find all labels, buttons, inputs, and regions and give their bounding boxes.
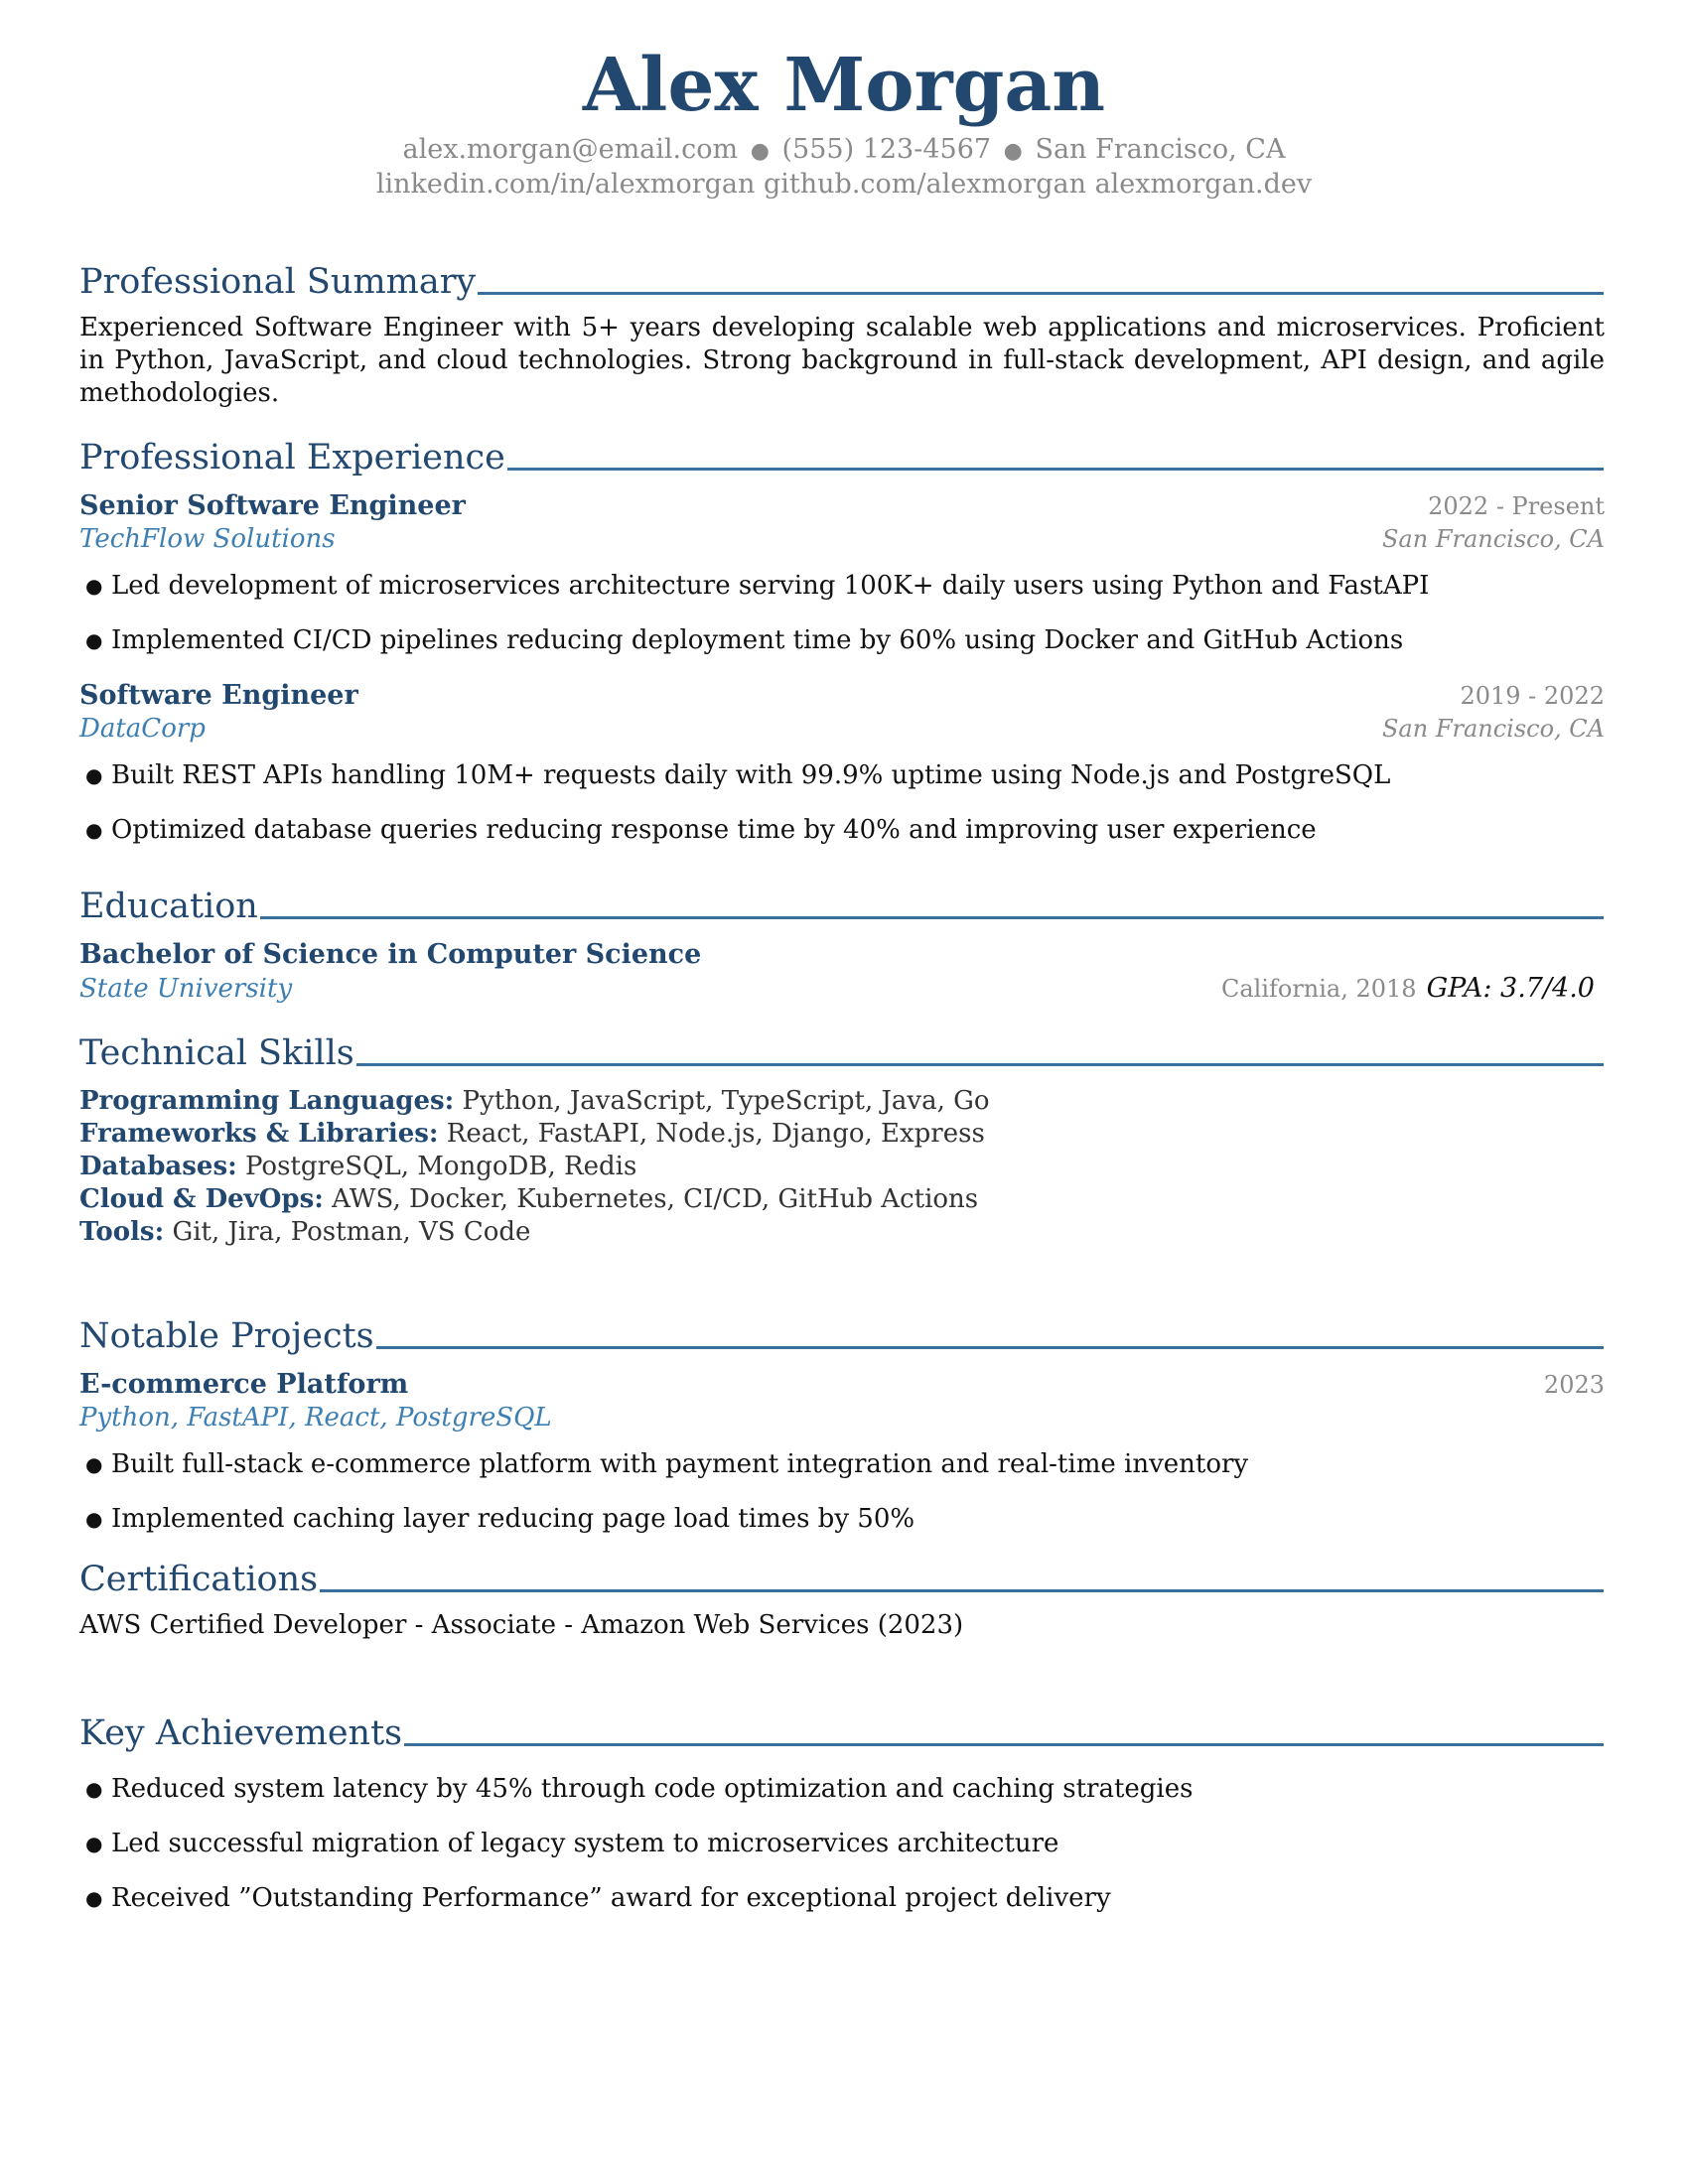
links-line [0, 168, 1688, 201]
project-header-row [79, 1368, 1605, 1402]
list-item [79, 759, 1605, 792]
certifications-section [79, 1558, 1604, 1642]
skill-label: Tools: [79, 1217, 165, 1247]
summary-section [79, 260, 1604, 410]
section-heading [79, 1558, 1604, 1601]
skill-group [79, 1085, 1604, 1118]
bullet-text: Implemented CI/CD pipelines reducing deployment time by 60% using Docker and GitHub Actions [111, 625, 1404, 655]
job-dates: 2022 - Present [1428, 492, 1605, 520]
skill-values: React, FastAPI, Node.js, Django, Express [446, 1119, 985, 1149]
section-divider [320, 1589, 1604, 1592]
skill-values: Python, JavaScript, TypeScript, Java, Go [462, 1086, 990, 1116]
section-title: Professional Experience [79, 438, 505, 478]
bullet-text: Led development of microservices architecture serving 100K+ daily users using Python and FastAPI [111, 571, 1430, 601]
project-name: E-commerce Platform [79, 1369, 409, 1400]
list-item [79, 624, 1605, 657]
bullet-text: Implemented caching layer reducing page load times by 50% [111, 1504, 915, 1534]
skills-section [79, 1031, 1604, 1249]
bullet-icon: ● [85, 1452, 103, 1476]
skill-label: Frameworks & Libraries: [79, 1119, 439, 1149]
skill-group [79, 1151, 1604, 1183]
bullet-text: Led successful migration of legacy system to microservices architecture [111, 1829, 1059, 1858]
section-heading [79, 1031, 1604, 1075]
job-org-row [79, 713, 1605, 746]
list-item [79, 1448, 1605, 1481]
skill-label: Programming Languages: [79, 1086, 455, 1116]
linkedin-link[interactable]: linkedin.com/in/alexmorgan [375, 169, 756, 200]
job-bullets [79, 759, 1605, 847]
skill-values: PostgreSQL, MongoDB, Redis [244, 1152, 637, 1181]
section-title: Notable Projects [79, 1316, 374, 1356]
bullet-separator-icon: ● [1003, 139, 1023, 164]
bullet-text: Reduced system latency by 45% through code optimization and caching strategies [111, 1774, 1194, 1804]
skill-group [79, 1183, 1604, 1216]
skill-values: AWS, Docker, Kubernetes, CI/CD, GitHub Actions [332, 1184, 979, 1214]
list-item [79, 570, 1605, 603]
skill-values: Git, Jira, Postman, VS Code [172, 1217, 531, 1247]
job-title: Senior Software Engineer [79, 490, 466, 521]
section-title: Key Achievements [79, 1713, 403, 1753]
section-title: Certifications [79, 1560, 319, 1599]
job-org-row [79, 523, 1605, 556]
school-location-year: California, 2018 [1220, 975, 1417, 1003]
resume-header [0, 42, 1688, 201]
website-link[interactable]: alexmorgan.dev [1094, 169, 1313, 200]
company-name: TechFlow Solutions [79, 524, 336, 554]
job-title: Software Engineer [79, 680, 358, 711]
job-bullets [79, 570, 1605, 657]
bullet-text: Received ”Outstanding Performance” award for exceptional project delivery [111, 1883, 1111, 1913]
education-section [79, 885, 1604, 1006]
bullet-text: Built REST APIs handling 10M+ requests daily with 99.9% uptime using Node.js and PostgreSQL [111, 760, 1391, 790]
skill-label: Cloud & DevOps: [79, 1184, 324, 1214]
school-row [79, 972, 1605, 1006]
bullet-icon: ● [85, 1777, 103, 1801]
section-divider [478, 292, 1604, 295]
job-dates: 2019 - 2022 [1460, 682, 1605, 710]
list-item [79, 1503, 1605, 1536]
achievements-section [79, 1711, 1604, 1915]
list-item [79, 814, 1605, 847]
section-heading [79, 260, 1604, 304]
resume-body [79, 260, 1604, 1937]
job-entry [79, 679, 1605, 847]
degree-name: Bachelor of Science in Computer Science [79, 939, 702, 970]
contact-line [0, 133, 1688, 168]
bullet-text: Built full-stack e-commerce platform with payment integration and real-time inventory [111, 1449, 1249, 1479]
skill-group [79, 1118, 1604, 1151]
bullet-icon: ● [85, 1886, 103, 1910]
phone-text: (555) 123-4567 [781, 134, 992, 165]
section-heading [79, 1711, 1604, 1755]
experience-section [79, 436, 1604, 847]
section-divider [376, 1346, 1604, 1349]
github-link[interactable]: github.com/alexmorgan [764, 169, 1086, 200]
section-divider [260, 916, 1604, 919]
job-header-row [79, 489, 1605, 523]
bullet-text: Optimized database queries reducing response time by 40% and improving user experience [111, 815, 1317, 845]
project-year: 2023 [1543, 1371, 1605, 1399]
certification-item: AWS Certified Developer - Associate - Amazon Web Services (2023) [79, 1610, 964, 1640]
section-divider [507, 468, 1604, 471]
section-title: Professional Summary [79, 262, 477, 302]
section-heading [79, 1314, 1604, 1358]
degree-row [79, 938, 1605, 972]
company-name: DataCorp [79, 714, 206, 744]
school-name: State University [79, 974, 293, 1004]
bullet-icon: ● [85, 1832, 103, 1855]
job-header-row [79, 679, 1605, 713]
project-bullets [79, 1448, 1605, 1536]
projects-section [79, 1314, 1604, 1536]
summary-text: Experienced Software Engineer with 5+ years developing scalable web applications and microservices. Proficient in Python, JavaScript, and cloud technologies. Strong background in full-stack development, API design, and agile methodologies. [79, 313, 1605, 408]
skill-label: Databases: [79, 1152, 237, 1181]
job-location: San Francisco, CA [1381, 525, 1605, 553]
job-entry [79, 489, 1605, 657]
bullet-icon: ● [85, 1507, 103, 1531]
candidate-name: Alex Morgan [582, 43, 1106, 128]
gpa-text: GPA: 3.7/4.0 [1426, 973, 1595, 1004]
section-title: Education [79, 887, 258, 926]
section-divider [356, 1063, 1604, 1066]
section-title: Technical Skills [79, 1033, 354, 1073]
job-location: San Francisco, CA [1381, 715, 1605, 743]
bullet-icon: ● [85, 628, 103, 652]
location-text: San Francisco, CA [1035, 134, 1286, 165]
section-heading [79, 436, 1604, 479]
section-heading [79, 885, 1604, 928]
project-entry [79, 1368, 1605, 1536]
education-details [1221, 972, 1595, 1006]
list-item [79, 1828, 1604, 1860]
email-text: alex.morgan@email.com [402, 134, 739, 165]
bullet-icon: ● [85, 818, 103, 842]
section-divider [404, 1743, 1604, 1746]
bullet-icon: ● [85, 763, 103, 787]
skill-group [79, 1216, 1604, 1249]
achievement-bullets [79, 1773, 1604, 1915]
project-stack: Python, FastAPI, React, PostgreSQL [79, 1403, 552, 1433]
list-item [79, 1773, 1604, 1806]
list-item [79, 1882, 1604, 1915]
bullet-separator-icon: ● [750, 139, 770, 164]
bullet-icon: ● [85, 574, 103, 598]
project-stack-row [79, 1402, 1605, 1434]
education-entry [79, 938, 1605, 1006]
